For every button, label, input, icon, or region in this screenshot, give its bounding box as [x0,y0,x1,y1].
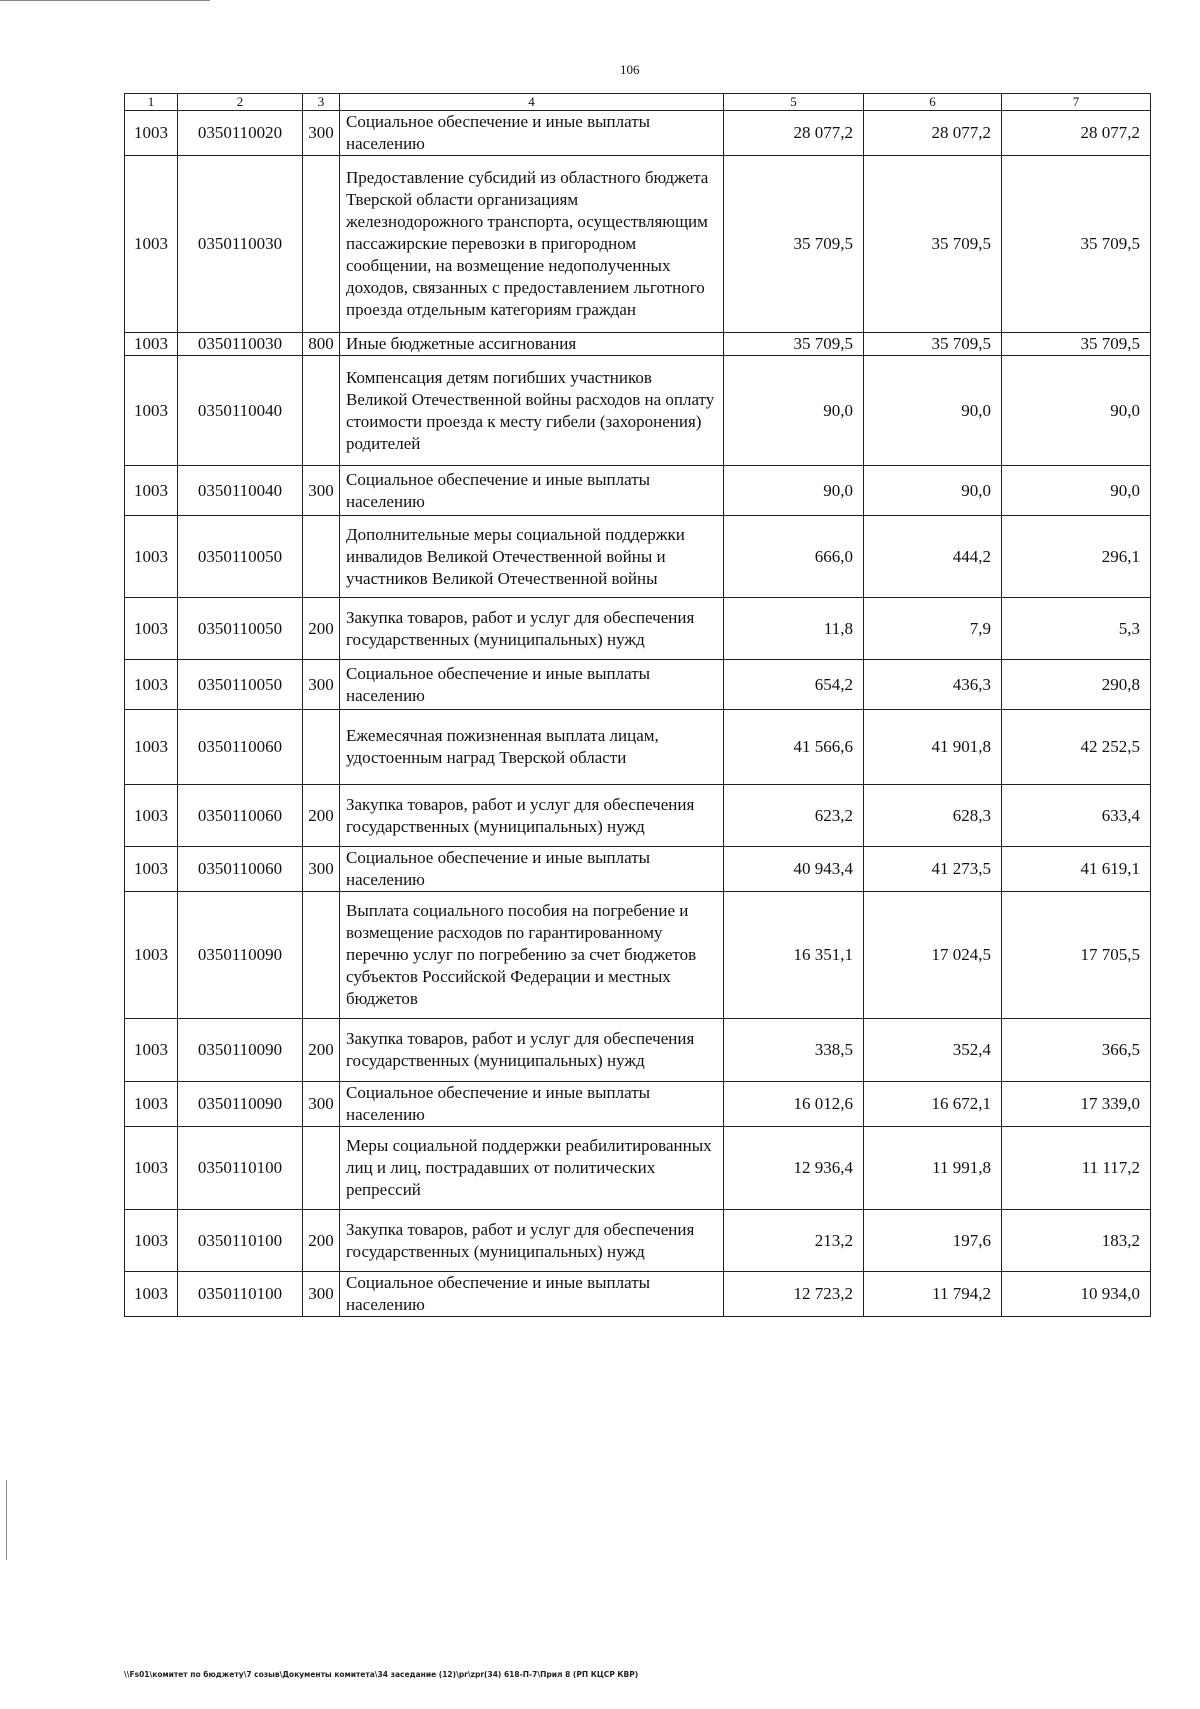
amount-col7-cell: 296,1 [1002,516,1151,598]
amount-col6-cell: 90,0 [864,466,1002,516]
section-code-cell: 1003 [125,1127,178,1210]
section-code-cell: 1003 [125,356,178,466]
expense-type-code-cell [303,356,340,466]
table-row [125,598,1151,660]
page-number: 106 [620,62,640,77]
target-article-code-cell: 0350110090 [178,892,303,1019]
amount-col7-cell: 28 077,2 [1002,111,1151,156]
table-row [125,156,1151,333]
table-row [125,710,1151,785]
amount-col6-cell: 11 794,2 [864,1272,1002,1317]
item-name-cell: Меры социальной поддержки реабилитированных лиц и лиц, пострадавших от политических репрессий [340,1127,724,1210]
amount-col7-cell: 90,0 [1002,466,1151,516]
amount-col6-cell: 41 901,8 [864,710,1002,785]
target-article-code-cell: 0350110050 [178,660,303,710]
expense-type-code-cell: 300 [303,660,340,710]
table-row [125,1082,1151,1127]
item-name-cell: Закупка товаров, работ и услуг для обеспечения государственных (муниципальных) нужд [340,1210,724,1272]
amount-col7-cell: 366,5 [1002,1019,1151,1082]
target-article-code-cell: 0350110100 [178,1272,303,1317]
table-row [125,356,1151,466]
target-article-code-cell: 0350110090 [178,1019,303,1082]
expense-type-code-cell [303,710,340,785]
column-number-header-row [125,94,1151,111]
section-code-cell: 1003 [125,1210,178,1272]
amount-col7-cell: 17 705,5 [1002,892,1151,1019]
section-code-cell: 1003 [125,1082,178,1127]
table-row [125,892,1151,1019]
amount-col6-cell: 17 024,5 [864,892,1002,1019]
table-row [125,466,1151,516]
amount-col5-cell: 12 936,4 [724,1127,864,1210]
amount-col5-cell: 90,0 [724,356,864,466]
expense-type-code-cell: 200 [303,598,340,660]
amount-col7-cell: 35 709,5 [1002,333,1151,356]
target-article-code-cell: 0350110060 [178,785,303,847]
amount-col5-cell: 16 351,1 [724,892,864,1019]
amount-col5-cell: 12 723,2 [724,1272,864,1317]
item-name-cell: Социальное обеспечение и иные выплаты населению [340,847,724,892]
amount-col6-cell: 11 991,8 [864,1127,1002,1210]
amount-col6-cell: 444,2 [864,516,1002,598]
item-name-cell: Социальное обеспечение и иные выплаты населению [340,1272,724,1317]
table-row [125,660,1151,710]
target-article-code-cell: 0350110030 [178,156,303,333]
amount-col7-cell: 42 252,5 [1002,710,1151,785]
item-name-cell: Социальное обеспечение и иные выплаты населению [340,1082,724,1127]
footer-file-path: \\Fs01\комитет по бюджету\7 созыв\Документы комитета\34 заседание (12)\pr\zpr(34) 618-П-7\Прил 8 (РП КЦСР КВР) [124,1670,639,1679]
amount-col7-cell: 183,2 [1002,1210,1151,1272]
expense-type-code-cell: 300 [303,111,340,156]
section-code-cell: 1003 [125,847,178,892]
section-code-cell: 1003 [125,660,178,710]
budget-table [124,93,1151,1317]
column-header: 6 [864,94,1002,111]
column-header: 3 [303,94,340,111]
expense-type-code-cell [303,156,340,333]
column-header: 5 [724,94,864,111]
target-article-code-cell: 0350110050 [178,598,303,660]
target-article-code-cell: 0350110040 [178,466,303,516]
target-article-code-cell: 0350110020 [178,111,303,156]
amount-col6-cell: 628,3 [864,785,1002,847]
expense-type-code-cell: 300 [303,466,340,516]
amount-col7-cell: 5,3 [1002,598,1151,660]
table-row [125,1272,1151,1317]
section-code-cell: 1003 [125,333,178,356]
amount-col5-cell: 16 012,6 [724,1082,864,1127]
amount-col5-cell: 35 709,5 [724,156,864,333]
column-header: 7 [1002,94,1151,111]
section-code-cell: 1003 [125,111,178,156]
expense-type-code-cell: 200 [303,785,340,847]
expense-type-code-cell: 200 [303,1019,340,1082]
table-row [125,111,1151,156]
expense-type-code-cell [303,516,340,598]
amount-col5-cell: 90,0 [724,466,864,516]
target-article-code-cell: 0350110100 [178,1210,303,1272]
expense-type-code-cell: 200 [303,1210,340,1272]
amount-col7-cell: 10 934,0 [1002,1272,1151,1317]
table-row [125,1127,1151,1210]
amount-col5-cell: 213,2 [724,1210,864,1272]
expense-type-code-cell: 300 [303,847,340,892]
amount-col6-cell: 41 273,5 [864,847,1002,892]
amount-col5-cell: 623,2 [724,785,864,847]
target-article-code-cell: 0350110060 [178,710,303,785]
column-header: 1 [125,94,178,111]
section-code-cell: 1003 [125,598,178,660]
section-code-cell: 1003 [125,156,178,333]
amount-col6-cell: 90,0 [864,356,1002,466]
item-name-cell: Закупка товаров, работ и услуг для обеспечения государственных (муниципальных) нужд [340,1019,724,1082]
section-code-cell: 1003 [125,466,178,516]
amount-col6-cell: 28 077,2 [864,111,1002,156]
amount-col6-cell: 35 709,5 [864,156,1002,333]
target-article-code-cell: 0350110100 [178,1127,303,1210]
item-name-cell: Социальное обеспечение и иные выплаты населению [340,660,724,710]
expense-type-code-cell [303,1127,340,1210]
amount-col6-cell: 35 709,5 [864,333,1002,356]
expense-type-code-cell: 300 [303,1272,340,1317]
amount-col5-cell: 338,5 [724,1019,864,1082]
section-code-cell: 1003 [125,710,178,785]
item-name-cell: Ежемесячная пожизненная выплата лицам, удостоенным наград Тверской области [340,710,724,785]
target-article-code-cell: 0350110050 [178,516,303,598]
amount-col7-cell: 35 709,5 [1002,156,1151,333]
table-row [125,1210,1151,1272]
amount-col7-cell: 633,4 [1002,785,1151,847]
item-name-cell: Компенсация детям погибших участников Великой Отечественной войны расходов на оплату стоимости проезда к месту гибели (захоронения) родителей [340,356,724,466]
section-code-cell: 1003 [125,1019,178,1082]
amount-col6-cell: 436,3 [864,660,1002,710]
column-header: 2 [178,94,303,111]
item-name-cell: Закупка товаров, работ и услуг для обеспечения государственных (муниципальных) нужд [340,785,724,847]
expense-type-code-cell [303,892,340,1019]
section-code-cell: 1003 [125,892,178,1019]
amount-col5-cell: 40 943,4 [724,847,864,892]
item-name-cell: Выплата социального пособия на погребение и возмещение расходов по гарантированному перечню услуг по погребению за счет бюджетов субъектов Российской Федерации и местных бюджетов [340,892,724,1019]
amount-col5-cell: 666,0 [724,516,864,598]
amount-col5-cell: 35 709,5 [724,333,864,356]
column-header: 4 [340,94,724,111]
expense-type-code-cell: 800 [303,333,340,356]
target-article-code-cell: 0350110030 [178,333,303,356]
table-row [125,516,1151,598]
amount-col6-cell: 7,9 [864,598,1002,660]
section-code-cell: 1003 [125,1272,178,1317]
target-article-code-cell: 0350110040 [178,356,303,466]
table-row [125,333,1151,356]
amount-col7-cell: 11 117,2 [1002,1127,1151,1210]
table-row [125,847,1151,892]
scan-artifact-line [0,0,210,1]
amount-col7-cell: 17 339,0 [1002,1082,1151,1127]
amount-col5-cell: 41 566,6 [724,710,864,785]
expense-type-code-cell: 300 [303,1082,340,1127]
table-row [125,1019,1151,1082]
amount-col5-cell: 28 077,2 [724,111,864,156]
section-code-cell: 1003 [125,516,178,598]
item-name-cell: Социальное обеспечение и иные выплаты населению [340,466,724,516]
scan-artifact-line [6,1480,7,1560]
item-name-cell: Закупка товаров, работ и услуг для обеспечения государственных (муниципальных) нужд [340,598,724,660]
item-name-cell: Дополнительные меры социальной поддержки инвалидов Великой Отечественной войны и участников Великой Отечественной войны [340,516,724,598]
item-name-cell: Предоставление субсидий из областного бюджета Тверской области организациям железнодорожного транспорта, осуществляющим пассажирские перевозки в пригородном сообщении, на возмещение недополученных доходов, связанных с предоставлением льготного проезда отдельным категориям граждан [340,156,724,333]
amount-col6-cell: 352,4 [864,1019,1002,1082]
section-code-cell: 1003 [125,785,178,847]
amount-col6-cell: 16 672,1 [864,1082,1002,1127]
amount-col5-cell: 654,2 [724,660,864,710]
item-name-cell: Иные бюджетные ассигнования [340,333,724,356]
amount-col7-cell: 41 619,1 [1002,847,1151,892]
target-article-code-cell: 0350110090 [178,1082,303,1127]
amount-col7-cell: 290,8 [1002,660,1151,710]
item-name-cell: Социальное обеспечение и иные выплаты населению [340,111,724,156]
amount-col5-cell: 11,8 [724,598,864,660]
table-row [125,785,1151,847]
amount-col6-cell: 197,6 [864,1210,1002,1272]
amount-col7-cell: 90,0 [1002,356,1151,466]
target-article-code-cell: 0350110060 [178,847,303,892]
